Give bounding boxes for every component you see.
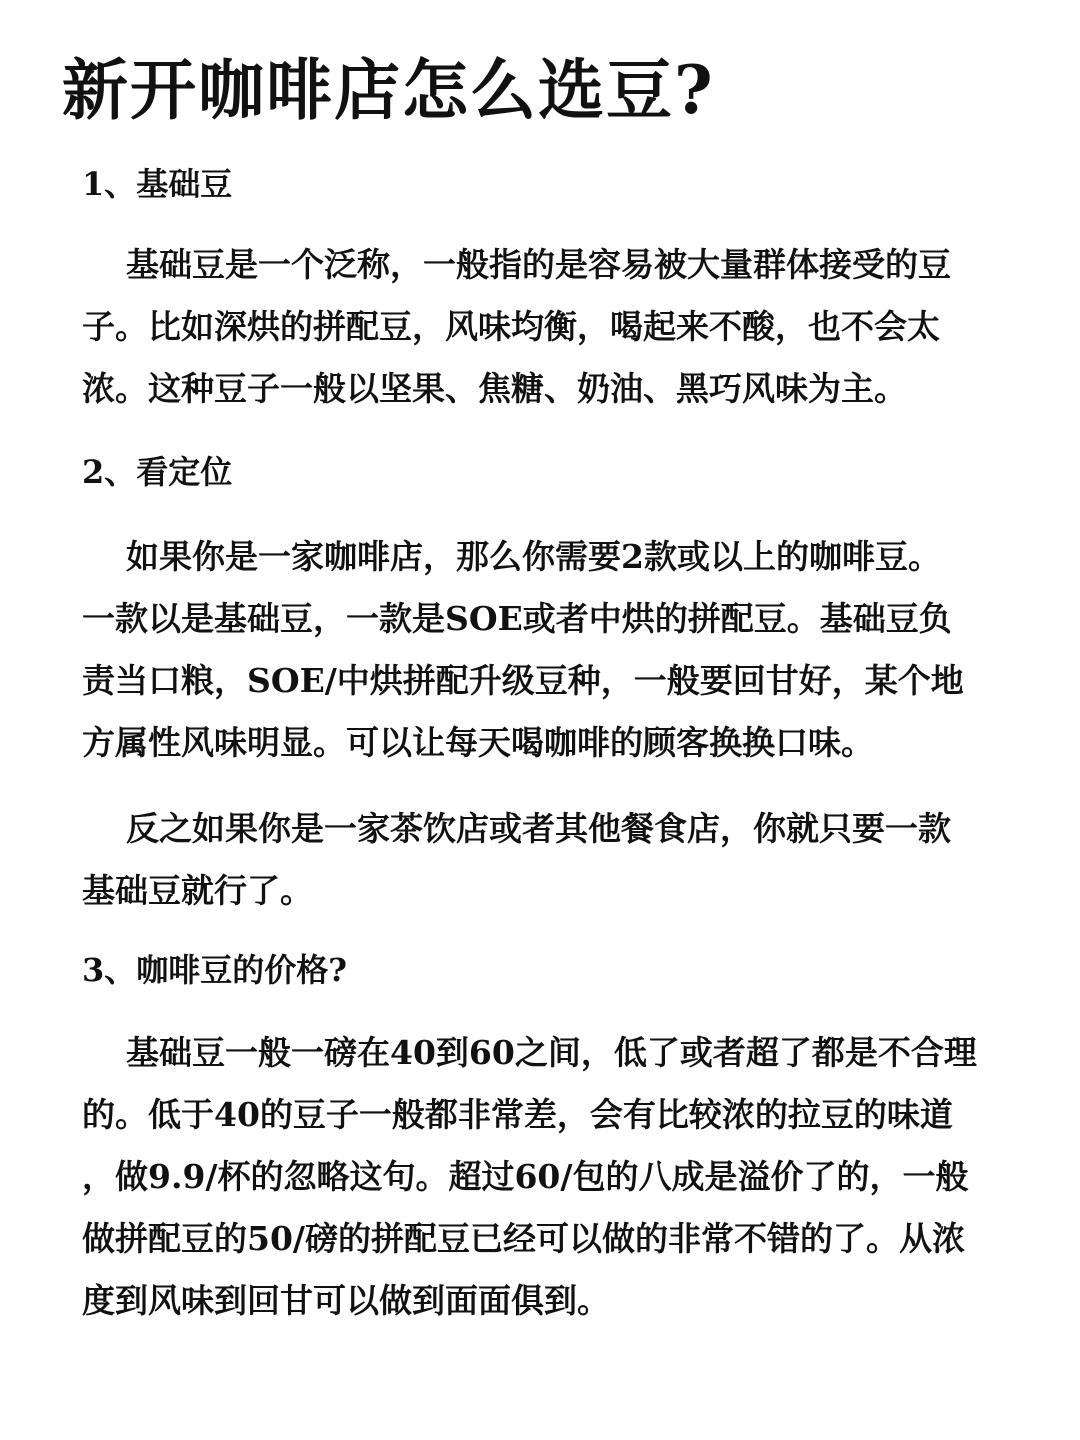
paragraph-base-beans [82,234,1022,420]
text-line: 度到风味到回甘可以做到面面俱到。 [82,1281,610,1320]
section-heading-base-beans: 1、基础豆 [82,165,233,203]
text-line: 基础豆就行了。 [82,871,313,910]
text-line: 方属性风味明显。可以让每天喝咖啡的顾客换换口味。 [82,723,874,762]
section-heading-positioning: 2、看定位 [82,453,233,491]
page-title: 新开咖啡店怎么选豆? [62,51,715,129]
paragraph-bean-price [82,1022,1022,1332]
text-line: 基础豆一般一磅在40到60之间，低了或者超了都是不合理 [126,1033,977,1072]
paragraph-positioning-2 [82,798,1022,922]
text-line: 一款以是基础豆，一款是SOE或者中烘的拼配豆。基础豆负 [82,599,952,638]
text-line: 如果你是一家咖啡店，那么你需要2款或以上的咖啡豆。 [126,537,941,576]
text-line: 反之如果你是一家茶饮店或者其他餐食店，你就只要一款 [126,809,951,848]
text-line: 的。低于40的豆子一般都非常差，会有比较浓的拉豆的味道 [82,1095,953,1134]
text-line: 做拼配豆的50/磅的拼配豆已经可以做的非常不错的了。从浓 [82,1219,965,1258]
text-line: ，做9.9/杯的忽略这句。超过60/包的八成是溢价了的，一般 [82,1157,969,1196]
paragraph-positioning-1 [82,526,1022,774]
text-line: 浓。这种豆子一般以坚果、焦糖、奶油、黑巧风味为主。 [82,369,907,408]
text-line: 责当口粮，SOE/中烘拼配升级豆种，一般要回甘好，某个地 [82,661,964,700]
text-line: 子。比如深烘的拼配豆，风味均衡，喝起来不酸，也不会太 [82,307,940,346]
section-heading-bean-price: 3、咖啡豆的价格? [82,951,348,989]
text-line: 基础豆是一个泛称，一般指的是容易被大量群体接受的豆 [126,245,951,284]
